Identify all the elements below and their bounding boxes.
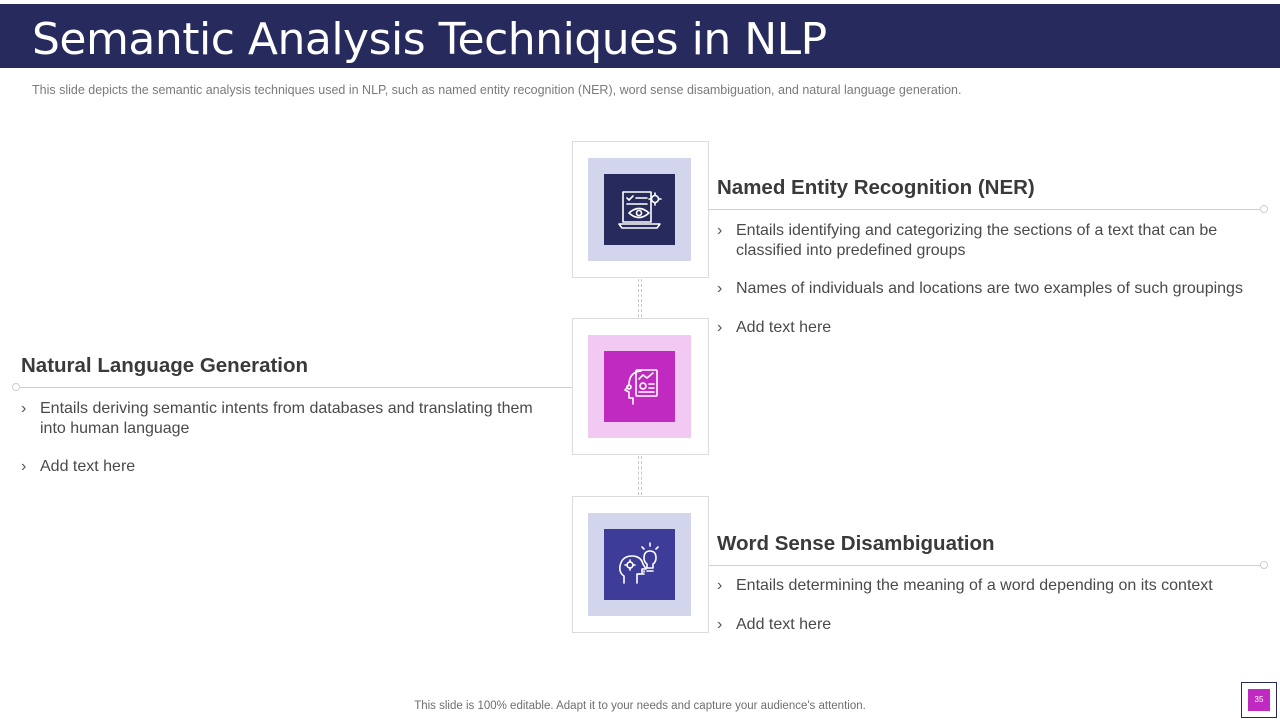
list-item: › Add text here — [21, 457, 551, 477]
page-number-box — [1241, 682, 1277, 718]
wsd-bullet-list — [717, 576, 1257, 653]
footer-note: This slide is 100% editable. Adapt it to your needs and capture your audience's attention. — [414, 700, 866, 712]
connector-top — [638, 279, 642, 317]
list-item: › Add text here — [717, 318, 1257, 338]
list-item: › Entails determining the meaning of a word depending on its context — [717, 576, 1257, 596]
nlg-tile — [604, 351, 675, 422]
nlg-bullet-list — [21, 399, 551, 496]
slide-subtitle: This slide depicts the semantic analysis techniques used in NLP, such as named entity recognition (NER), word sense disambiguation, and natural language generation. — [32, 83, 962, 97]
slide-title: Semantic Analysis Techniques in NLP — [32, 14, 827, 65]
ner-divider — [709, 209, 1261, 210]
connector-bottom — [638, 456, 642, 495]
title-bar — [0, 4, 1280, 68]
wsd-heading: Word Sense Disambiguation — [717, 532, 995, 555]
document-eye-icon — [614, 184, 665, 235]
wsd-divider-dot — [1260, 561, 1268, 569]
nlg-divider-dot — [12, 383, 20, 391]
head-chart-icon — [614, 361, 665, 412]
ner-heading: Named Entity Recognition (NER) — [717, 176, 1035, 199]
ner-tile — [604, 174, 675, 245]
nlg-heading: Natural Language Generation — [21, 354, 309, 377]
list-item: › Entails deriving semantic intents from databases and translating them into human language — [21, 399, 551, 438]
list-item: › Names of individuals and locations are two examples of such groupings — [717, 279, 1257, 299]
ner-divider-dot — [1260, 205, 1268, 213]
page-number: 35 — [1248, 689, 1270, 711]
nlg-divider — [20, 387, 572, 388]
list-item: › Add text here — [717, 615, 1257, 635]
ner-bullet-list — [717, 221, 1257, 356]
wsd-divider — [709, 565, 1261, 566]
head-lightbulb-icon — [614, 539, 665, 590]
wsd-tile — [604, 529, 675, 600]
list-item: › Entails identifying and categorizing the sections of a text that can be classified into predefined groups — [717, 221, 1257, 260]
